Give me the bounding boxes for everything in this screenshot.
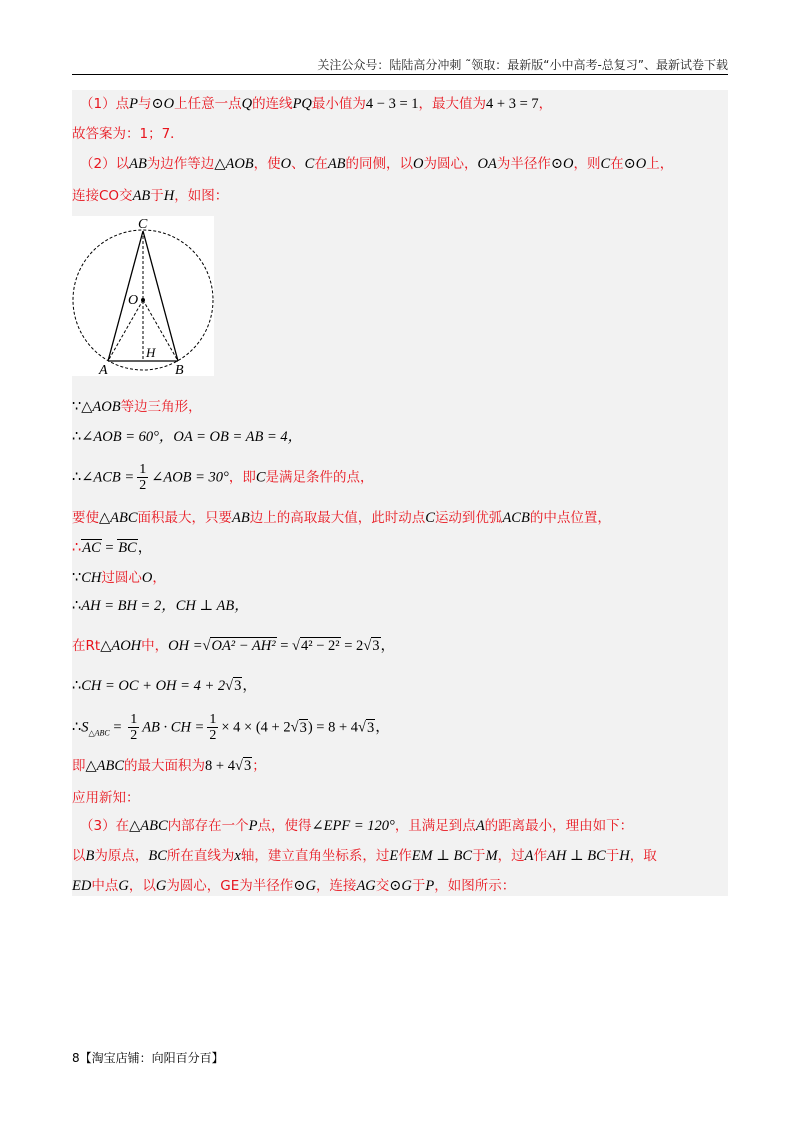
line-answer-part1: 故答案为：1；7． bbox=[72, 126, 184, 142]
line-angle-acb: ∴∠ACB = $\frac{1}{2}$ ∠AOB = 30°，即C是满足条件的点， bbox=[72, 462, 374, 493]
line-oh: 在Rt△AOH中，OH =√OA² − AH² = √4² − 2² = 2√3， bbox=[72, 638, 396, 654]
label-c: C bbox=[138, 217, 148, 232]
line-ch: ∴CH = OC + OH = 4 + 2√3， bbox=[72, 678, 257, 694]
fraction-half-2: $\frac{1}{2}$ bbox=[209, 712, 217, 743]
line-connect-co: 连接CO交AB于H，如图： bbox=[72, 188, 229, 204]
header-divider bbox=[72, 74, 728, 75]
solution-block bbox=[72, 90, 728, 896]
geometry-diagram bbox=[72, 216, 214, 376]
page-header: 关注公众号：陆陆高分冲刺 ˜领取：最新版“小中高考-总复习”、最新试卷下载 bbox=[317, 58, 728, 72]
line-part1-answer: （1）点P与⊙O上任意一点Q的连线PQ最小值为4 − 3 = 1，最大值为4 + 3 = 7， bbox=[80, 96, 553, 112]
segment-cb bbox=[143, 231, 178, 361]
line-arc-equal: ∴AC = BC， bbox=[72, 540, 153, 556]
segment-oa bbox=[108, 300, 143, 361]
line-angle-aob: ∴∠AOB = 60°，OA = OB = AB = 4， bbox=[72, 429, 303, 445]
fraction-half: $\frac{1}{2}$ bbox=[139, 462, 147, 493]
line-area: $\therefore S_{\triangle ABC}$ = $\frac{1}{2}$ AB · CH = $\frac{1}{2}$ × 4 × (4 + 2√3) = 8 + 4√3， bbox=[72, 712, 390, 743]
line-ah-bh: ∴AH = BH = 2，CH ⊥ AB， bbox=[72, 598, 249, 614]
point-o bbox=[141, 298, 145, 302]
label-a: A bbox=[99, 363, 108, 376]
circle-triangle-figure bbox=[72, 216, 214, 376]
line-ch-through-center: ∵CH过圆心O， bbox=[72, 570, 166, 586]
label-o: O bbox=[128, 293, 139, 308]
line-max-area: 要使△ABC面积最大，只要AB边上的高取最大值，此时动点C运动到优弧ACB的中点位置， bbox=[72, 510, 611, 526]
page-footer: 8【淘宝店铺：向阳百分百】 bbox=[72, 1051, 224, 1065]
line-equilateral: ∵△AOB等边三角形， bbox=[72, 399, 202, 415]
line-midpoint-g: ED中点G，以G为圆心，GE为半径作⊙G，连接AG交⊙G于P，如图所示： bbox=[72, 878, 516, 894]
line-max-area-result: 即△ABC的最大面积为8 + 4√3； bbox=[72, 758, 266, 774]
fraction-half-1: $\frac{1}{2}$ bbox=[130, 712, 138, 743]
label-b: B bbox=[175, 363, 184, 376]
label-h: H bbox=[146, 345, 156, 360]
line-part3: （3）在△ABC内部存在一个P点，使得∠EPF = 120°，且满足到点A的距离最小，理由如下： bbox=[80, 818, 634, 834]
line-apply-new: 应用新知： bbox=[72, 790, 140, 806]
line-part2-construct: （2）以AB为边作等边△AOB，使O、C在AB的同侧，以O为圆心，OA为半径作⊙O，则C在⊙O上， bbox=[80, 156, 674, 172]
line-coordinate-setup: 以B为原点，BC所在直线为x轴，建立直角坐标系，过E作EM ⊥ BC于M，过A作AH ⊥ BC于H，取 bbox=[72, 848, 657, 864]
